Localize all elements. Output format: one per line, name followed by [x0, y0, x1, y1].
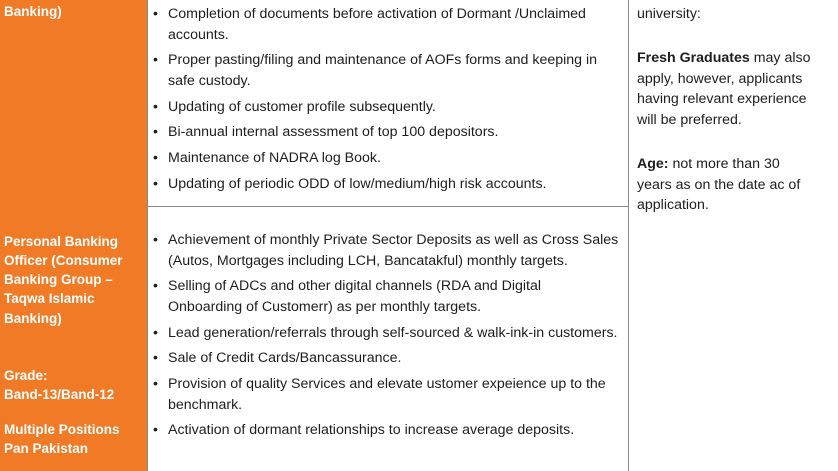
list-item: [153, 230, 628, 271]
age-text: years as on the date ac of: [637, 176, 801, 193]
age-label: Age:: [637, 156, 669, 172]
duty-text-cont: Onboarding of Customerr) as per monthly targets.: [168, 298, 482, 315]
left-column: [0, 0, 147, 471]
criteria-fresh-graduates: [637, 48, 832, 130]
list-item: [153, 323, 628, 344]
list-item: [153, 148, 628, 169]
list-item: [153, 50, 628, 91]
fresh-graduates-label: Fresh Graduates: [637, 50, 750, 66]
bullet-icon: •: [153, 150, 158, 167]
column-divider: [147, 0, 148, 471]
fresh-graduates-text: apply, however, applicants: [637, 70, 803, 87]
duty-text: Achievement of monthly Private Sector Deposits as well as Cross Sales: [168, 232, 619, 248]
duty-text: Lead generation/referrals through self-sourced & walk-ink-in customers.: [168, 324, 618, 341]
duty-text: Selling of ADCs and other digital channels (RDA and Digital: [168, 278, 542, 295]
bullet-icon: •: [153, 376, 158, 393]
duty-text-cont: accounts.: [168, 26, 229, 43]
list-item: [153, 4, 628, 45]
duty-text: Provision of quality Services and elevate ustomer expeience up to the: [168, 376, 606, 393]
column-divider: [628, 0, 629, 471]
duty-text: Sale of Credit Cards/Bancassurance.: [168, 350, 402, 367]
duty-text-cont: benchmark.: [168, 396, 243, 413]
fresh-graduates-text: may also: [749, 50, 811, 66]
duty-text: Activation of dormant relationships to increase average deposits.: [168, 422, 575, 439]
duty-text-cont: (Autos, Mortgages including LCH, Bancatakful) monthly targets.: [168, 252, 568, 269]
list-item: [153, 122, 628, 143]
bullet-icon: •: [153, 324, 158, 341]
age-text: not more than 30: [668, 156, 780, 172]
duty-text-cont: safe custody.: [168, 72, 251, 89]
fresh-graduates-text: will be preferred.: [637, 111, 742, 128]
duty-text: Maintenance of NADRA log Book.: [168, 150, 381, 167]
section-title-tail: Banking): [4, 4, 62, 19]
age-text: application.: [637, 197, 709, 213]
bullet-icon: •: [153, 175, 158, 192]
position-title-line: Banking Group –: [4, 272, 113, 287]
row-divider: [147, 206, 628, 207]
positions-count: Multiple Positions: [4, 422, 120, 437]
bullet-icon: •: [153, 278, 158, 295]
position-title-line: Officer (Consumer: [4, 253, 123, 268]
list-item: [153, 276, 628, 317]
grade-label: Grade:: [4, 368, 48, 383]
duty-text: Completion of documents before activation of Dormant /Unclaimed: [168, 6, 586, 22]
bullet-icon: •: [153, 98, 158, 115]
bullet-icon: •: [153, 52, 158, 69]
position-title-line: Taqwa Islamic: [4, 291, 95, 306]
list-item: [153, 174, 628, 195]
fresh-graduates-text: having relevant experience: [637, 91, 807, 107]
list-item: [153, 348, 628, 369]
bullet-icon: •: [153, 124, 158, 141]
duty-text: Bi-annual internal assessment of top 100 depositors.: [168, 124, 499, 141]
list-item: [153, 420, 628, 441]
bullet-icon: •: [153, 6, 158, 22]
positions-location: Pan Pakistan: [4, 441, 89, 456]
criteria-age: [637, 154, 832, 216]
duties-list-bottom: [153, 230, 628, 446]
bullet-icon: •: [153, 422, 158, 439]
position-title-line: Banking): [4, 311, 62, 326]
duties-list-top: [153, 4, 628, 200]
criteria-university: university:: [637, 6, 701, 22]
list-item: [153, 97, 628, 118]
duty-text: Updating of customer profile subsequently.: [168, 98, 436, 115]
duty-text: Updating of periodic ODD of low/medium/high risk accounts.: [168, 175, 547, 192]
list-item: [153, 374, 628, 415]
bullet-icon: •: [153, 232, 158, 248]
grade-value: Band-13/Band-12: [4, 387, 115, 402]
duty-text: Proper pasting/filing and maintenance of AOFs forms and keeping in: [168, 52, 598, 69]
position-title-line: Personal Banking: [4, 234, 119, 249]
bullet-icon: •: [153, 350, 158, 367]
